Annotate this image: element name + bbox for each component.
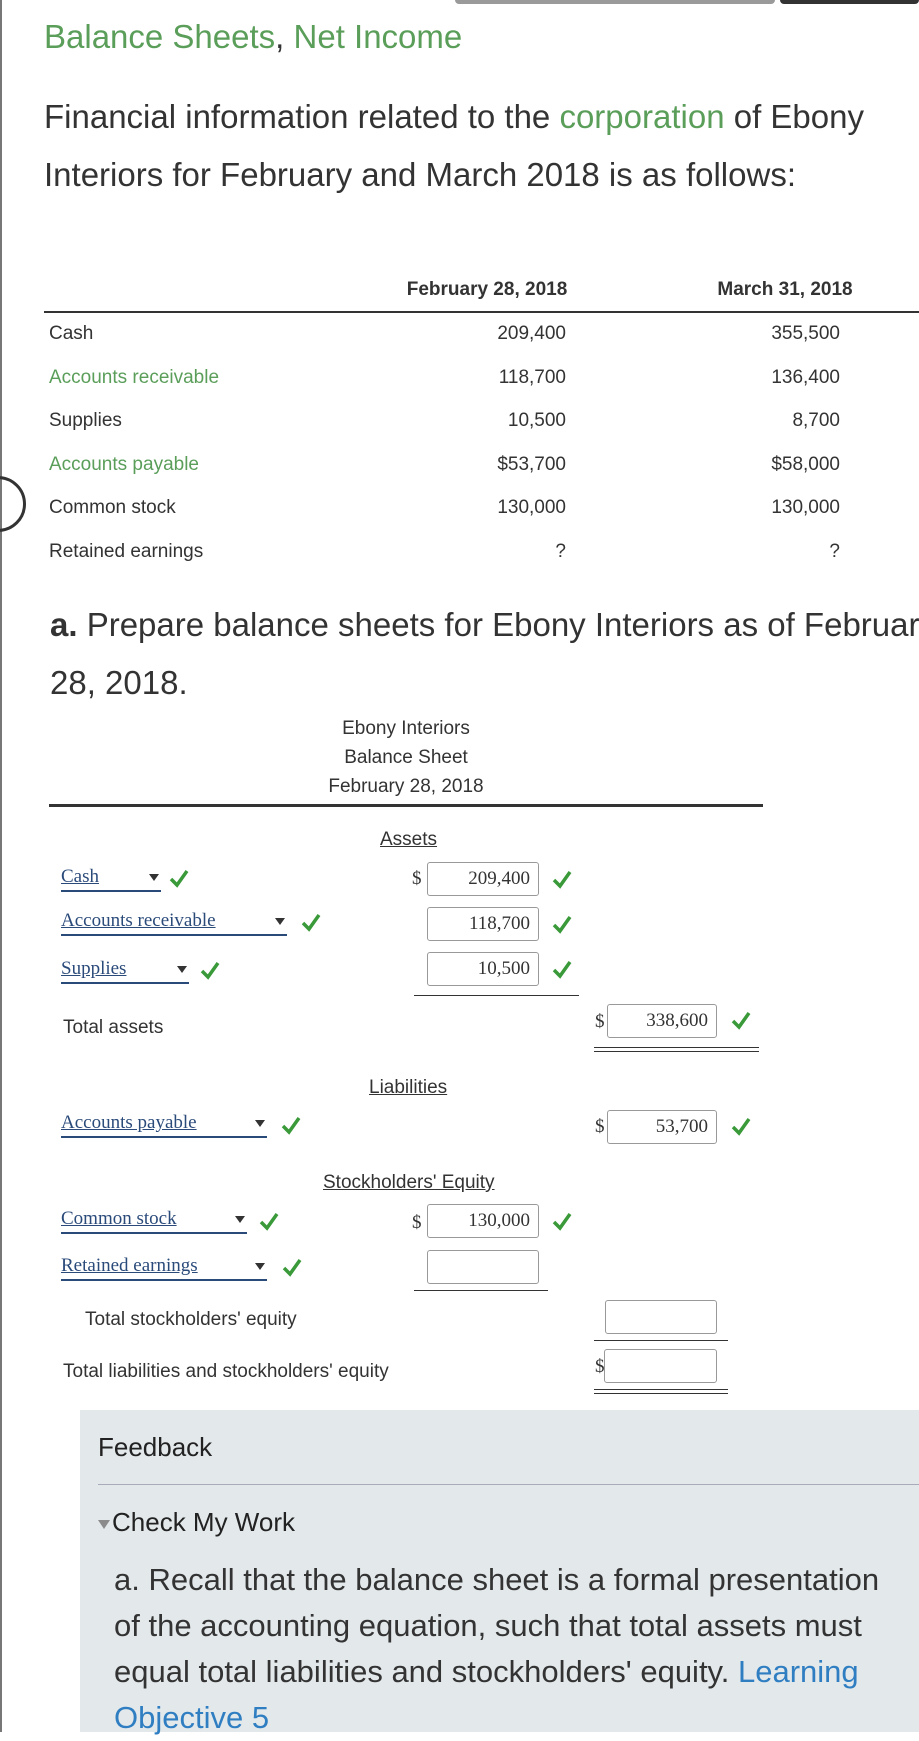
retained-earnings-select[interactable] [61, 1255, 267, 1281]
check-icon [730, 1009, 752, 1031]
intro-text [44, 88, 904, 204]
bs-date: February 28, 2018 [328, 776, 484, 797]
info-row-label[interactable]: Accounts receivable [49, 367, 220, 388]
feedback-divider [98, 1484, 919, 1485]
info-row-mar-value: 136,400 [771, 367, 840, 388]
retained-earnings-amount-input[interactable] [427, 1250, 539, 1284]
chevron-down-icon [177, 966, 187, 973]
check-icon [551, 913, 573, 935]
col-header-feb: February 28, 2018 [406, 279, 568, 300]
currency-sign: $ [412, 868, 422, 889]
intro-term-corporation[interactable]: corporation [559, 98, 725, 135]
accounts-payable-select[interactable] [61, 1112, 267, 1138]
check-icon [300, 911, 322, 933]
intro-before: Financial information related to the [44, 98, 560, 135]
chevron-down-icon [149, 874, 159, 881]
total-equity-input[interactable] [605, 1300, 717, 1334]
check-icon [551, 958, 573, 980]
feedback-line2: of the accounting equation, such that total assets must [114, 1608, 862, 1643]
common-stock-amount-input[interactable]: 130,000 [427, 1204, 539, 1238]
feedback-text [114, 1557, 919, 1741]
supplies-select[interactable] [61, 958, 189, 984]
accounts-receivable-select[interactable] [61, 910, 287, 936]
equity-subtotal-rule [414, 1290, 548, 1291]
chevron-down-icon [235, 1216, 245, 1223]
triangle-down-icon [98, 1520, 110, 1529]
total-assets-label: Total assets [63, 1017, 164, 1038]
total-equity-rule [594, 1340, 728, 1341]
feedback-title: Feedback [98, 1432, 213, 1462]
ap-select-label: Accounts payable [61, 1112, 197, 1133]
common-stock-select[interactable] [61, 1208, 247, 1234]
bs-header-rule [49, 804, 763, 807]
info-row-label: Retained earnings [49, 541, 204, 562]
cash-select[interactable] [61, 866, 161, 892]
check-icon [281, 1256, 303, 1278]
supplies-amount-input[interactable]: 10,500 [427, 952, 539, 986]
chevron-down-icon [255, 1263, 265, 1270]
ar-select-label: Accounts receivable [61, 910, 216, 931]
info-row-mar-value: ? [829, 541, 840, 562]
learning-objective-link-part2[interactable]: Objective 5 [114, 1700, 270, 1735]
cash-select-label: Cash [61, 866, 99, 887]
info-row-feb-value: ? [555, 541, 566, 562]
question-line1: Prepare balance sheets for Ebony Interiors as of Februar [77, 606, 919, 643]
chevron-down-icon [275, 918, 285, 925]
question-letter: a. [50, 606, 78, 643]
question-a [50, 596, 919, 712]
info-row-label: Cash [49, 323, 94, 344]
info-row-mar-value: 130,000 [771, 497, 840, 518]
accounts-receivable-amount-input[interactable]: 118,700 [427, 907, 539, 941]
question-line2: 28, 2018. [50, 664, 188, 701]
check-icon [199, 959, 221, 981]
currency-sign: $ [412, 1212, 422, 1233]
nav-circle-button[interactable] [0, 476, 26, 532]
feedback-line3: equal total liabilities and stockholders' equity. [114, 1654, 738, 1689]
check-icon [258, 1210, 280, 1232]
currency-sign: $ [595, 1116, 605, 1137]
info-row-feb-value: $53,700 [497, 454, 566, 475]
info-row-label: Supplies [49, 410, 122, 431]
page-title [44, 18, 462, 56]
info-row-feb-value: 209,400 [497, 323, 566, 344]
total-le-double-rule [594, 1389, 728, 1394]
left-border [0, 0, 2, 1732]
total-assets-input[interactable]: 338,600 [607, 1004, 717, 1038]
intro-after: of Ebony Interiors for February and March 2018 is as follows: [44, 98, 864, 193]
cash-amount-input[interactable]: 209,400 [427, 862, 539, 896]
check-icon [551, 868, 573, 890]
equity-heading: Stockholders' Equity [323, 1172, 495, 1193]
check-icon [168, 867, 190, 889]
total-assets-double-rule [594, 1047, 759, 1052]
title-link-balance-sheets[interactable]: Balance Sheets [44, 18, 276, 55]
assets-subtotal-rule [414, 995, 579, 996]
info-row-mar-value: 8,700 [792, 410, 840, 431]
title-comma: , [275, 18, 294, 55]
table-header-rule [44, 311, 919, 313]
learning-objective-link-part1[interactable]: Learning [737, 1654, 859, 1689]
info-row-feb-value: 130,000 [497, 497, 566, 518]
feedback-line1: a. Recall that the balance sheet is a formal presentation [114, 1562, 880, 1597]
col-header-mar: March 31, 2018 [717, 279, 853, 300]
info-row-mar-value: $58,000 [771, 454, 840, 475]
info-row-label: Common stock [49, 497, 176, 518]
info-row-feb-value: 118,700 [498, 367, 566, 388]
supplies-select-label: Supplies [61, 958, 127, 979]
re-select-label: Retained earnings [61, 1255, 198, 1276]
cs-select-label: Common stock [61, 1208, 177, 1229]
bs-statement: Balance Sheet [344, 747, 468, 768]
check-icon [551, 1210, 573, 1232]
check-icon [730, 1115, 752, 1137]
total-equity-label: Total stockholders' equity [85, 1309, 297, 1330]
check-my-work-label: Check My Work [112, 1507, 295, 1537]
info-row-label[interactable]: Accounts payable [49, 454, 199, 475]
liabilities-heading: Liabilities [369, 1077, 448, 1098]
check-my-work-toggle[interactable] [98, 1507, 295, 1538]
info-row-feb-value: 10,500 [507, 410, 566, 431]
currency-sign: $ [595, 1356, 605, 1377]
total-le-input[interactable] [604, 1349, 717, 1383]
total-le-label: Total liabilities and stockholders' equity [63, 1361, 389, 1382]
bs-company: Ebony Interiors [342, 718, 470, 739]
check-icon [280, 1114, 302, 1136]
title-link-net-income[interactable]: Net Income [293, 18, 463, 55]
accounts-payable-amount-input[interactable]: 53,700 [607, 1110, 717, 1144]
currency-sign: $ [595, 1011, 605, 1032]
chevron-down-icon [255, 1120, 265, 1127]
top-edge [0, 0, 919, 6]
info-row-mar-value: 355,500 [771, 323, 840, 344]
assets-heading: Assets [380, 829, 438, 850]
